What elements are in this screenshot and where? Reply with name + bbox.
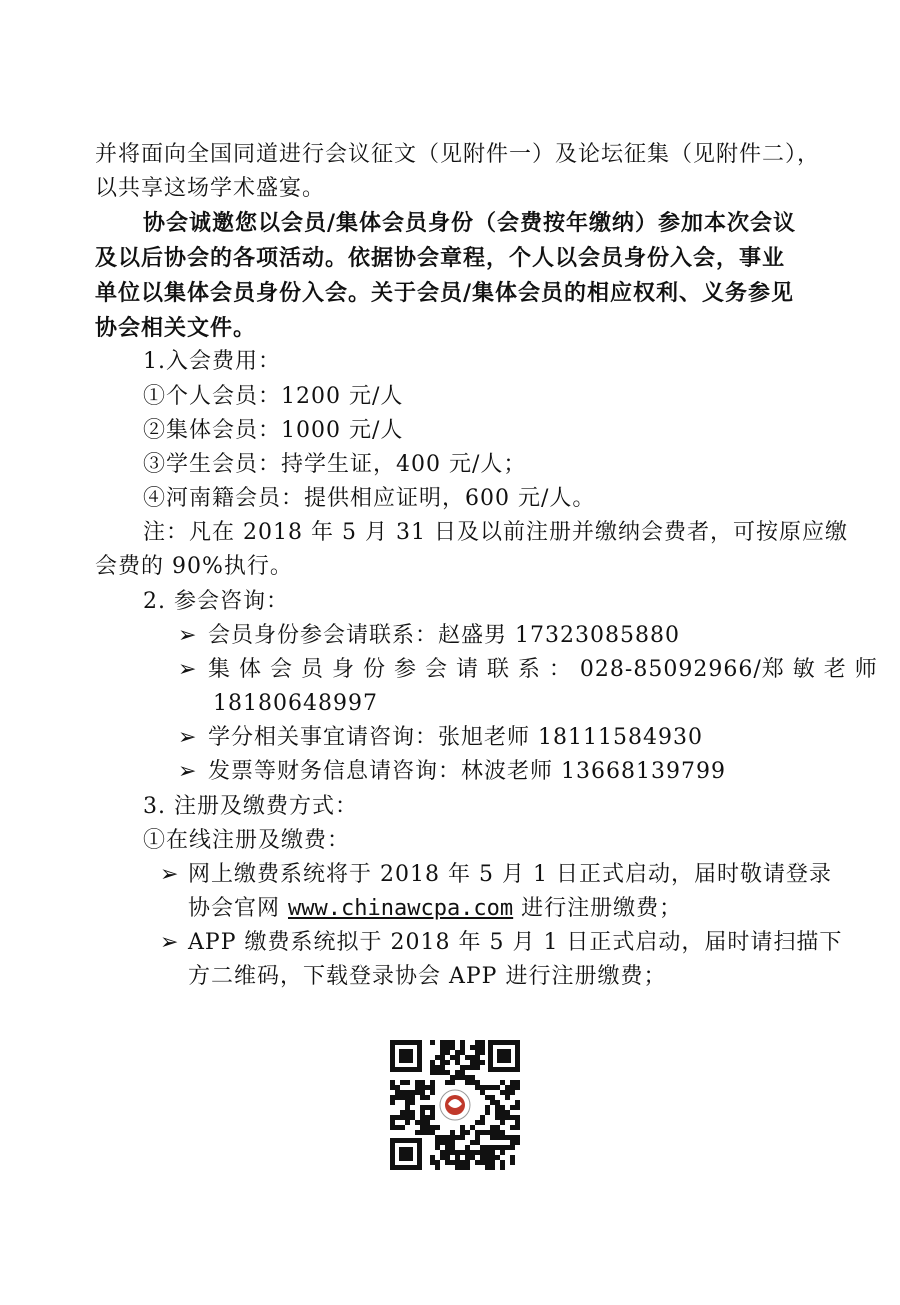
bullet-arrow-icon: ➢ [178,623,198,648]
fee-item: ③学生会员：持学生证，400 元/人； [143,452,527,477]
invite-line-4: 协会相关文件。 [95,315,257,341]
bullet-arrow-icon: ➢ [178,725,198,750]
bullet-arrow-icon: ➢ [160,862,180,887]
intro-line-2: 以共享这场学术盛宴。 [95,176,326,201]
consult-item: ➢ 发票等财务信息请咨询：林波老师 13668139799 [178,757,726,787]
fee-note-line-2: 会费的 90%执行。 [95,554,293,579]
consult-heading: 2. 参会咨询： [143,589,289,614]
register-app-line-2: 方二维码，下载登录协会 APP 进行注册缴费； [188,964,667,989]
register-sub: ①在线注册及缴费： [143,828,351,853]
fee-note-line-1: 注：凡在 2018 年 5 月 31 日及以前注册并缴纳会费者，可按原应缴 [143,520,848,545]
fee-item: ④河南籍会员：提供相应证明，600 元/人。 [143,486,596,511]
register-web-line-1: ➢ 网上缴费系统将于 2018 年 5 月 1 日正式启动，届时敬请登录 [160,860,832,890]
consult-item: ➢ 学分相关事宜请咨询：张旭老师 18111584930 [178,723,703,753]
consult-item-continuation: 18180648997 [213,691,378,716]
invite-line-1: 协会诚邀您以会员/集体会员身份（会费按年缴纳）参加本次会议 [143,210,797,236]
register-web-line-2: 协会官网 www.chinawcpa.com 进行注册缴费； [188,896,683,921]
qr-code-icon[interactable] [388,1038,522,1172]
invite-line-3: 单位以集体会员身份入会。关于会员/集体会员的相应权利、义务参见 [95,280,795,306]
register-heading: 3. 注册及缴费方式： [143,794,358,819]
fees-heading: 1.入会费用： [143,349,281,374]
register-app-line-1: ➢ APP 缴费系统拟于 2018 年 5 月 1 日正式启动，届时请扫描下 [160,928,842,958]
consult-item: ➢ 会员身份参会请联系：赵盛男 17323085880 [178,621,680,651]
intro-line-1: 并将面向全国同道进行会议征文（见附件一）及论坛征集（见附件二）， [95,142,821,167]
chinawcpa-link[interactable]: www.chinawcpa.com [288,896,514,921]
fee-item: ①个人会员：1200 元/人 [143,384,404,409]
fee-item: ②集体会员：1000 元/人 [143,418,404,443]
bullet-arrow-icon: ➢ [178,759,198,784]
bullet-arrow-icon: ➢ [178,657,198,682]
bullet-arrow-icon: ➢ [160,930,180,955]
invite-line-2: 及以后协会的各项活动。依据协会章程，个人以会员身份入会，事业 [95,245,786,271]
consult-item: ➢ 集 体 会 员 身 份 参 会 请 联 系 ： 028-85092966/郑 敏 老 师 [178,655,878,685]
